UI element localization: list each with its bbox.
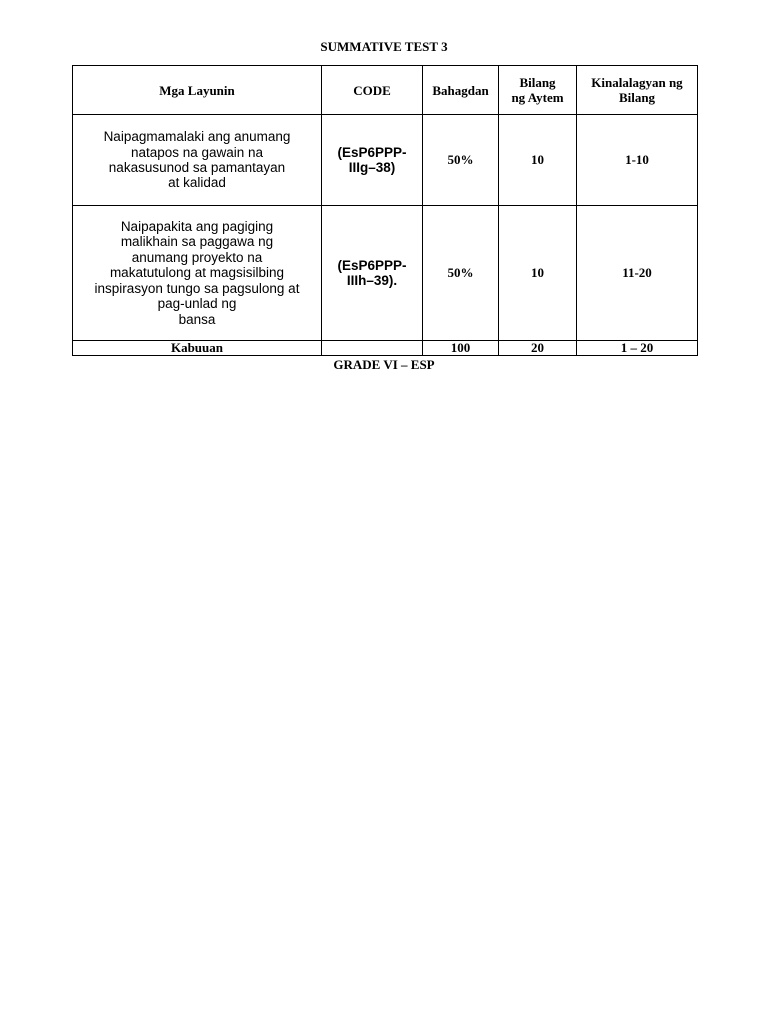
header-code: CODE — [322, 66, 423, 115]
items-cell: 10 — [499, 115, 577, 206]
summative-test-table — [72, 65, 698, 356]
document-title: SUMMATIVE TEST 3 — [320, 39, 448, 54]
total-label: Kabuuan — [73, 341, 322, 356]
code-line: IIIg–38) — [348, 160, 396, 175]
header-percent-label: Bahagdan — [432, 82, 489, 98]
total-location: 1 – 20 — [577, 341, 698, 356]
table-header-row — [73, 66, 698, 115]
total-row — [73, 341, 698, 356]
objective-line: at kalidad — [168, 175, 226, 191]
objective-line: pag-unlad ng — [157, 296, 237, 312]
objective-line: nakasusunod sa pamantayan — [108, 160, 286, 175]
objective-cell — [73, 115, 322, 206]
objective-cell — [73, 206, 322, 341]
code-line: (EsP6PPP- — [337, 257, 407, 273]
total-percent: 100 — [423, 341, 499, 356]
location-cell: 1-10 — [577, 115, 698, 206]
objective-line: bansa — [178, 311, 216, 327]
objective-line: natapos na gawain na — [130, 144, 264, 160]
header-percent — [423, 66, 499, 115]
objective-line: malikhain sa paggawa ng — [120, 234, 274, 250]
code-line: (EsP6PPP- — [337, 144, 407, 160]
grade-subject-label: GRADE VI – ESP — [333, 357, 435, 372]
items-cell: 10 — [499, 206, 577, 341]
header-items: Bilang ng Aytem — [499, 66, 577, 115]
objective-line: inspirasyon tungo sa pagsulong at — [94, 280, 300, 296]
total-code — [322, 341, 423, 356]
location-cell: 11-20 — [577, 206, 698, 341]
percent-cell: 50% — [423, 115, 499, 206]
table-row — [73, 115, 698, 206]
objective-line: Naipagmamalaki ang anumang — [103, 129, 291, 145]
code-line: IIIh–39). — [346, 273, 398, 288]
header-location: Kinalalagyan ng Bilang — [577, 66, 698, 115]
total-items: 20 — [499, 341, 577, 356]
objective-line: Naipapakita ang pagiging — [120, 219, 274, 235]
code-cell — [322, 206, 423, 341]
code-cell — [322, 115, 423, 206]
objective-line: anumang proyekto na — [131, 249, 263, 265]
header-objective: Mga Layunin — [73, 66, 322, 115]
percent-cell: 50% — [423, 206, 499, 341]
objective-line: makatutulong at magsisilbing — [109, 265, 285, 281]
table-row — [73, 206, 698, 341]
